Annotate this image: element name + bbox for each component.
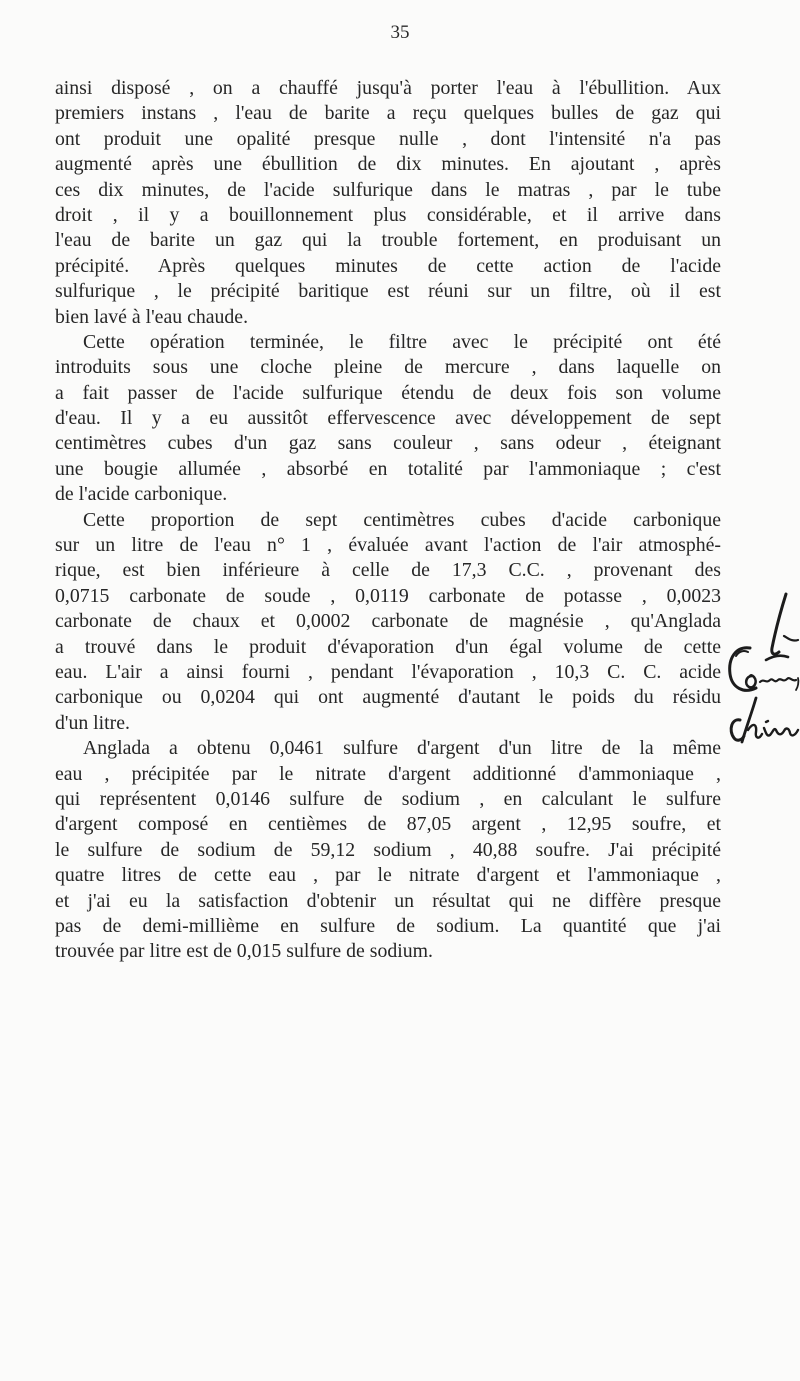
body-text [55, 76, 721, 965]
text-line: pas de demi-millième en sulfure de sodium. La quantité que j'ai [55, 914, 721, 937]
text-line: eau , précipitée par le nitrate d'argent additionné d'ammoniaque , [55, 762, 721, 785]
text-line: Cette proportion de sept centimètres cubes d'acide carbonique [83, 508, 721, 531]
handwriting-stroke [766, 656, 788, 660]
handwriting-stroke [784, 636, 798, 641]
text-line: Anglada a obtenu 0,0461 sulfure d'argent d'un litre de la même [83, 737, 721, 760]
text-line: augmenté après une ébullition de dix minutes. En ajoutant , après [55, 153, 721, 176]
text-line: qui représentent 0,0146 sulfure de sodium , en calculant le sulfure [55, 787, 721, 810]
text-line: introduits sous une cloche pleine de mercure , dans laquelle on [55, 356, 721, 379]
text-line: droit , il y a bouillonnement plus considérable, et il arrive dans [55, 203, 721, 226]
text-line: carbonate de chaux et 0,0002 carbonate de magnésie , qu'Anglada [55, 610, 721, 633]
text-line: Cette opération terminée, le filtre avec le précipité ont été [83, 330, 721, 353]
text-line: 0,0715 carbonate de soude , 0,0119 carbonate de potasse , 0,0023 [55, 584, 721, 607]
text-line: ont produit une opalité presque nulle , dont l'intensité n'a pas [55, 127, 721, 150]
page-number: 35 [390, 22, 410, 43]
handwriting-stroke [742, 698, 756, 742]
text-line: l'eau de barite un gaz qui la trouble fortement, en produisant un [55, 229, 721, 252]
handwriting-stroke [748, 725, 762, 738]
text-line: premiers instans , l'eau de barite a reçu quelques bulles de gaz qui [55, 102, 721, 125]
text-line: ainsi disposé , on a chauffé jusqu'à porter l'eau à l'ébullition. Aux [55, 77, 721, 99]
text-line: sulfurique , le précipité baritique est réuni sur un filtre, où il est [55, 280, 721, 303]
text-line: d'un litre. [55, 711, 130, 734]
handwriting-stroke [760, 678, 796, 682]
handwriting-stroke [764, 728, 798, 736]
text-line: sur un litre de l'eau n° 1 , évaluée avant l'action de l'air atmosphé- [55, 534, 721, 557]
handwriting-stroke [730, 648, 756, 691]
text-line: le sulfure de sodium de 59,12 sodium , 40,88 soufre. J'ai précipité [55, 838, 721, 861]
text-line: carbonique ou 0,0204 qui ont augmenté d'autant le poids du résidu [55, 686, 721, 709]
handwriting-stroke [746, 675, 755, 687]
handwriting-stroke [772, 594, 786, 654]
handwriting-stroke [766, 721, 768, 722]
text-line: a trouvé dans le produit d'évaporation d'un égal volume de cette [55, 635, 721, 658]
text-line: d'eau. Il y a eu aussitôt effervescence avec développement de sept [55, 407, 721, 430]
text-line: de l'acide carbonique. [55, 483, 228, 506]
text-line: bien lavé à l'eau chaude. [55, 305, 249, 328]
handwritten-margin-annotation [726, 590, 800, 790]
text-line: et j'ai eu la satisfaction d'obtenir un résultat qui ne diffère presque [55, 889, 721, 912]
text-line: précipité. Après quelques minutes de cette action de l'acide [55, 254, 721, 277]
text-line: quatre litres de cette eau , par le nitrate d'argent et l'ammoniaque , [55, 864, 721, 887]
text-line: trouvée par litre est de 0,015 sulfure de sodium. [55, 940, 433, 963]
text-line: ces dix minutes, de l'acide sulfurique dans le matras , par le tube [55, 178, 721, 201]
text-line: centimètres cubes d'un gaz sans couleur , sans odeur , éteignant [55, 432, 721, 455]
text-line: d'argent composé en centièmes de 87,05 argent , 12,95 soufre, et [55, 813, 721, 836]
text-line: une bougie allumée , absorbé en totalité par l'ammoniaque ; c'est [55, 457, 721, 480]
text-line: eau. L'air a ainsi fourni , pendant l'évaporation , 10,3 C. C. acide [55, 660, 721, 683]
text-line: rique, est bien inférieure à celle de 17,3 C.C. , provenant des [55, 559, 721, 582]
text-line: a fait passer de l'acide sulfurique étendu de deux fois son volume [55, 381, 721, 404]
